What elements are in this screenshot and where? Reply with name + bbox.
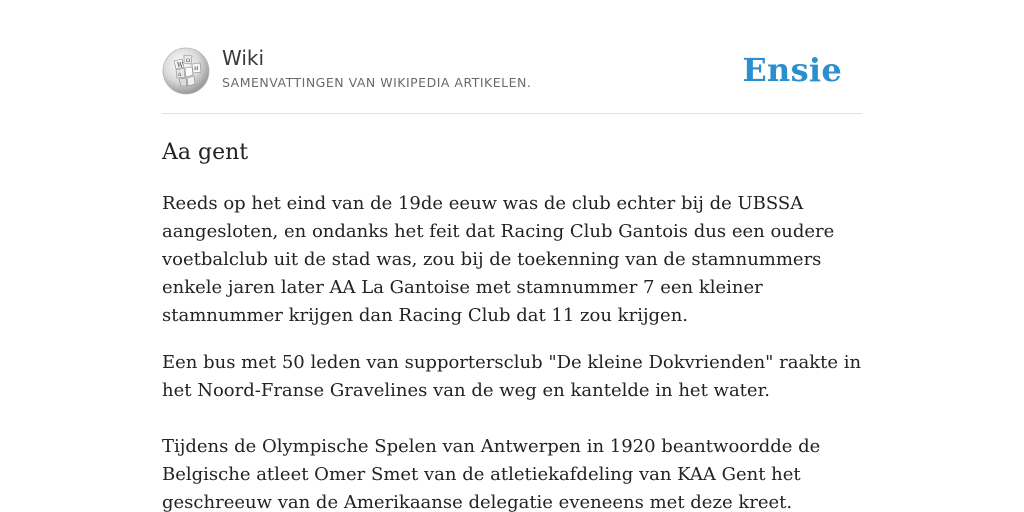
svg-text:W: W	[177, 62, 184, 69]
ensie-logo[interactable]: Ensie	[742, 51, 842, 89]
article-paragraph: Reeds op het eind van de 19de eeuw was de club echter bij de UBSSA aangesloten, en ondanks het feit dat Racing Club Gantois dus een oudere voetbalclub uit de stad was, zou bij de toekenning van de stamnummers enkele jaren later AA La Gantoise met stamnummer 7 een kleiner stamnummer krijgen dan Racing Club dat 11 zou krijgen.	[162, 193, 835, 326]
header-divider	[162, 113, 862, 114]
article-title: Aa gent	[162, 140, 249, 165]
svg-text:Ω: Ω	[186, 58, 191, 64]
article-paragraph: Een bus met 50 leden van supportersclub "De kleine Dokvrienden" raakte in het Noord-Franse Gravelines van de weg en kantelde in het water.	[162, 352, 862, 401]
site-header	[162, 46, 862, 96]
site-name[interactable]: Wiki	[222, 46, 265, 70]
article-paragraph: Tijdens de Olympische Spelen van Antwerpen in 1920 beantwoordde de Belgische atleet Omer Smet van de atletiekafdeling van KAA Gent het geschreeuw van de Amerikaanse delegatie eveneens met deze kreet.	[162, 436, 821, 512]
wikipedia-globe-icon[interactable]	[162, 47, 210, 95]
svg-text:И: И	[194, 66, 199, 72]
svg-text:ά: ά	[178, 72, 182, 78]
site-tagline: SAMENVATTINGEN VAN WIKIPEDIA ARTIKELEN.	[222, 75, 532, 90]
article	[162, 137, 862, 512]
